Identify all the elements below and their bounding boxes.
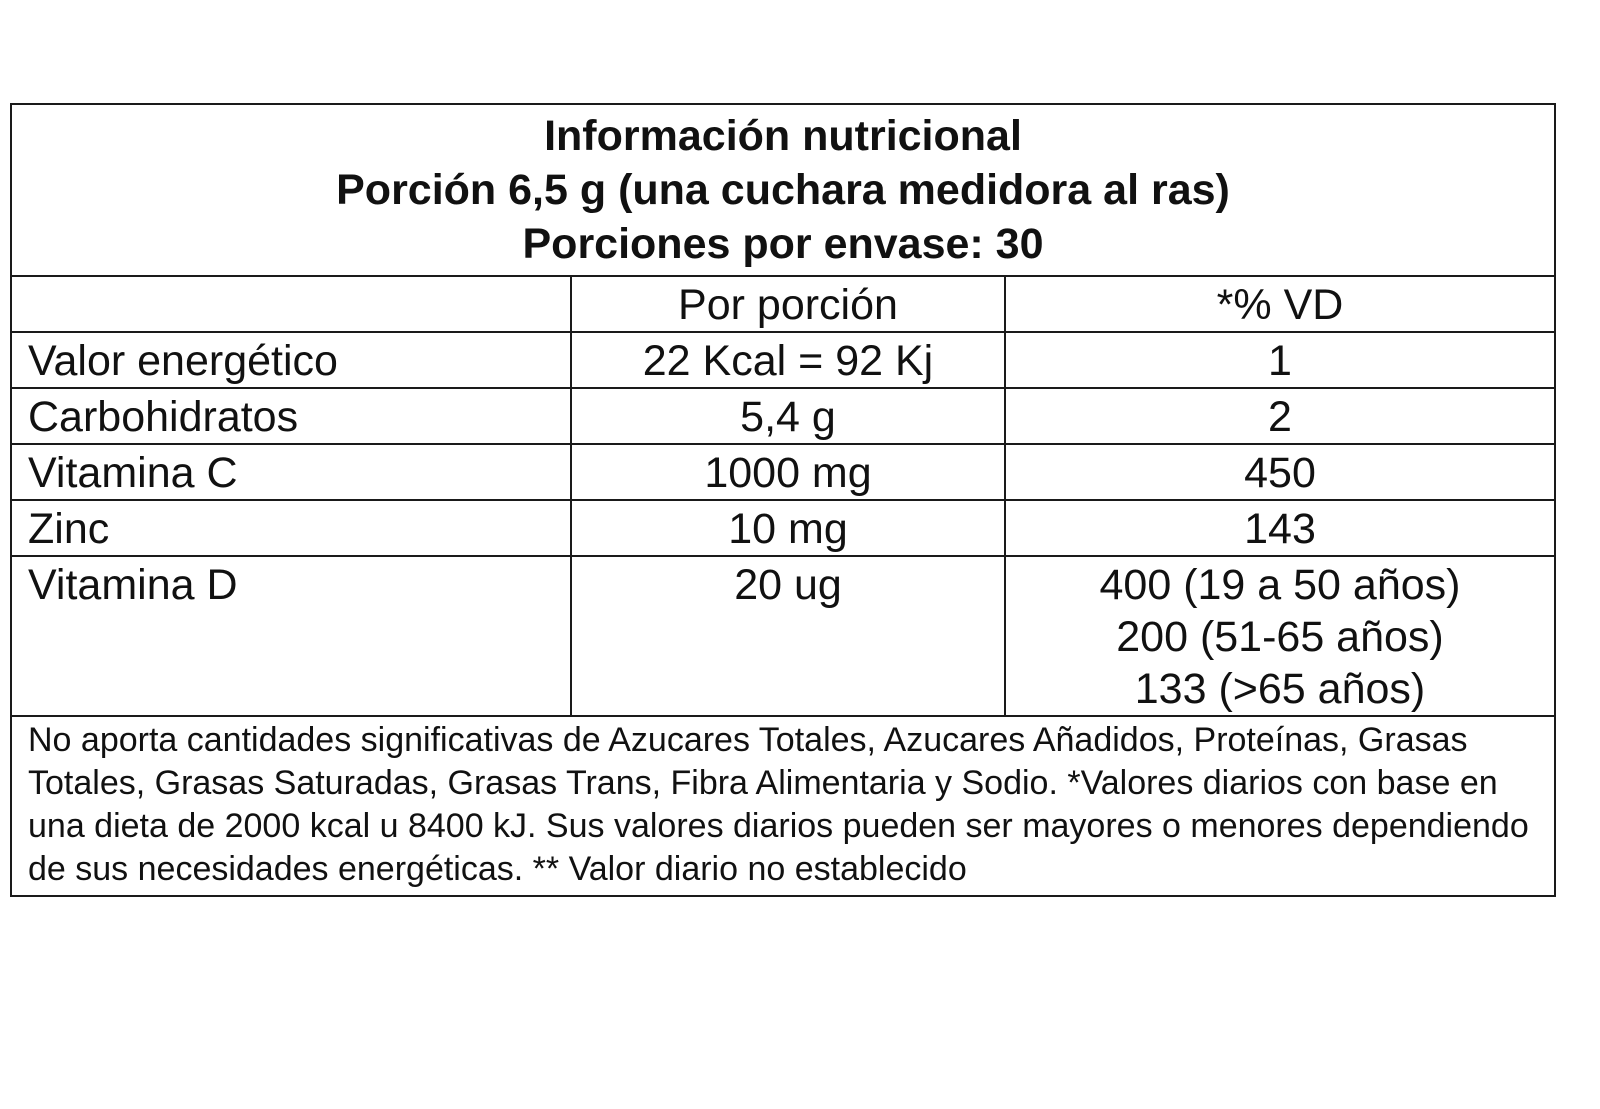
nutrient-amount: 20 ug bbox=[571, 556, 1005, 716]
table-row bbox=[12, 556, 1554, 716]
label-title: Información nutricional bbox=[544, 112, 1022, 160]
servings-per-container: Porciones por envase: 30 bbox=[522, 220, 1044, 268]
nutrient-dv: 143 bbox=[1005, 500, 1554, 556]
nutrition-facts-label bbox=[10, 103, 1556, 897]
nutrient-dv: 2 bbox=[1005, 388, 1554, 444]
nutrient-name: Valor energético bbox=[12, 332, 571, 388]
table-row bbox=[12, 332, 1554, 388]
nutrition-table bbox=[12, 277, 1554, 717]
column-header-row bbox=[12, 277, 1554, 332]
nutrient-name: Carbohidratos bbox=[12, 388, 571, 444]
footnote: No aporta cantidades significativas de Azucares Totales, Azucares Añadidos, Proteínas, Grasas Totales, Grasas Saturadas, Grasas Trans, Fibra Alimentaria y Sodio. *Valores diarios con base en una dieta de 2000 kcal u 8400 kJ. Sus valores diarios pueden ser mayores o menores dependiendo de sus necesidades energéticas. ** Valor diario no establecido bbox=[28, 721, 1529, 888]
column-header-per-serving: Por porción bbox=[571, 277, 1005, 332]
dv-age-19-50: 400 (19 a 50 años) bbox=[1099, 561, 1461, 609]
nutrient-name: Vitamina D bbox=[12, 556, 571, 716]
nutrient-name: Vitamina C bbox=[12, 444, 571, 500]
dv-age-over-65: 133 (>65 años) bbox=[1134, 665, 1426, 713]
table-row bbox=[12, 388, 1554, 444]
nutrient-amount: 1000 mg bbox=[571, 444, 1005, 500]
label-header bbox=[12, 105, 1554, 277]
dv-age-51-65: 200 (51-65 años) bbox=[1116, 613, 1444, 661]
column-header-nutrient bbox=[12, 277, 571, 332]
table-row bbox=[12, 444, 1554, 500]
nutrient-dv bbox=[1005, 556, 1554, 716]
nutrient-dv: 1 bbox=[1005, 332, 1554, 388]
serving-size: Porción 6,5 g (una cuchara medidora al ras) bbox=[336, 166, 1230, 214]
column-header-dv: *% VD bbox=[1005, 277, 1554, 332]
table-row bbox=[12, 500, 1554, 556]
nutrient-amount: 5,4 g bbox=[571, 388, 1005, 444]
nutrient-name: Zinc bbox=[12, 500, 571, 556]
nutrient-amount: 22 Kcal = 92 Kj bbox=[571, 332, 1005, 388]
nutrient-amount: 10 mg bbox=[571, 500, 1005, 556]
nutrient-dv: 450 bbox=[1005, 444, 1554, 500]
